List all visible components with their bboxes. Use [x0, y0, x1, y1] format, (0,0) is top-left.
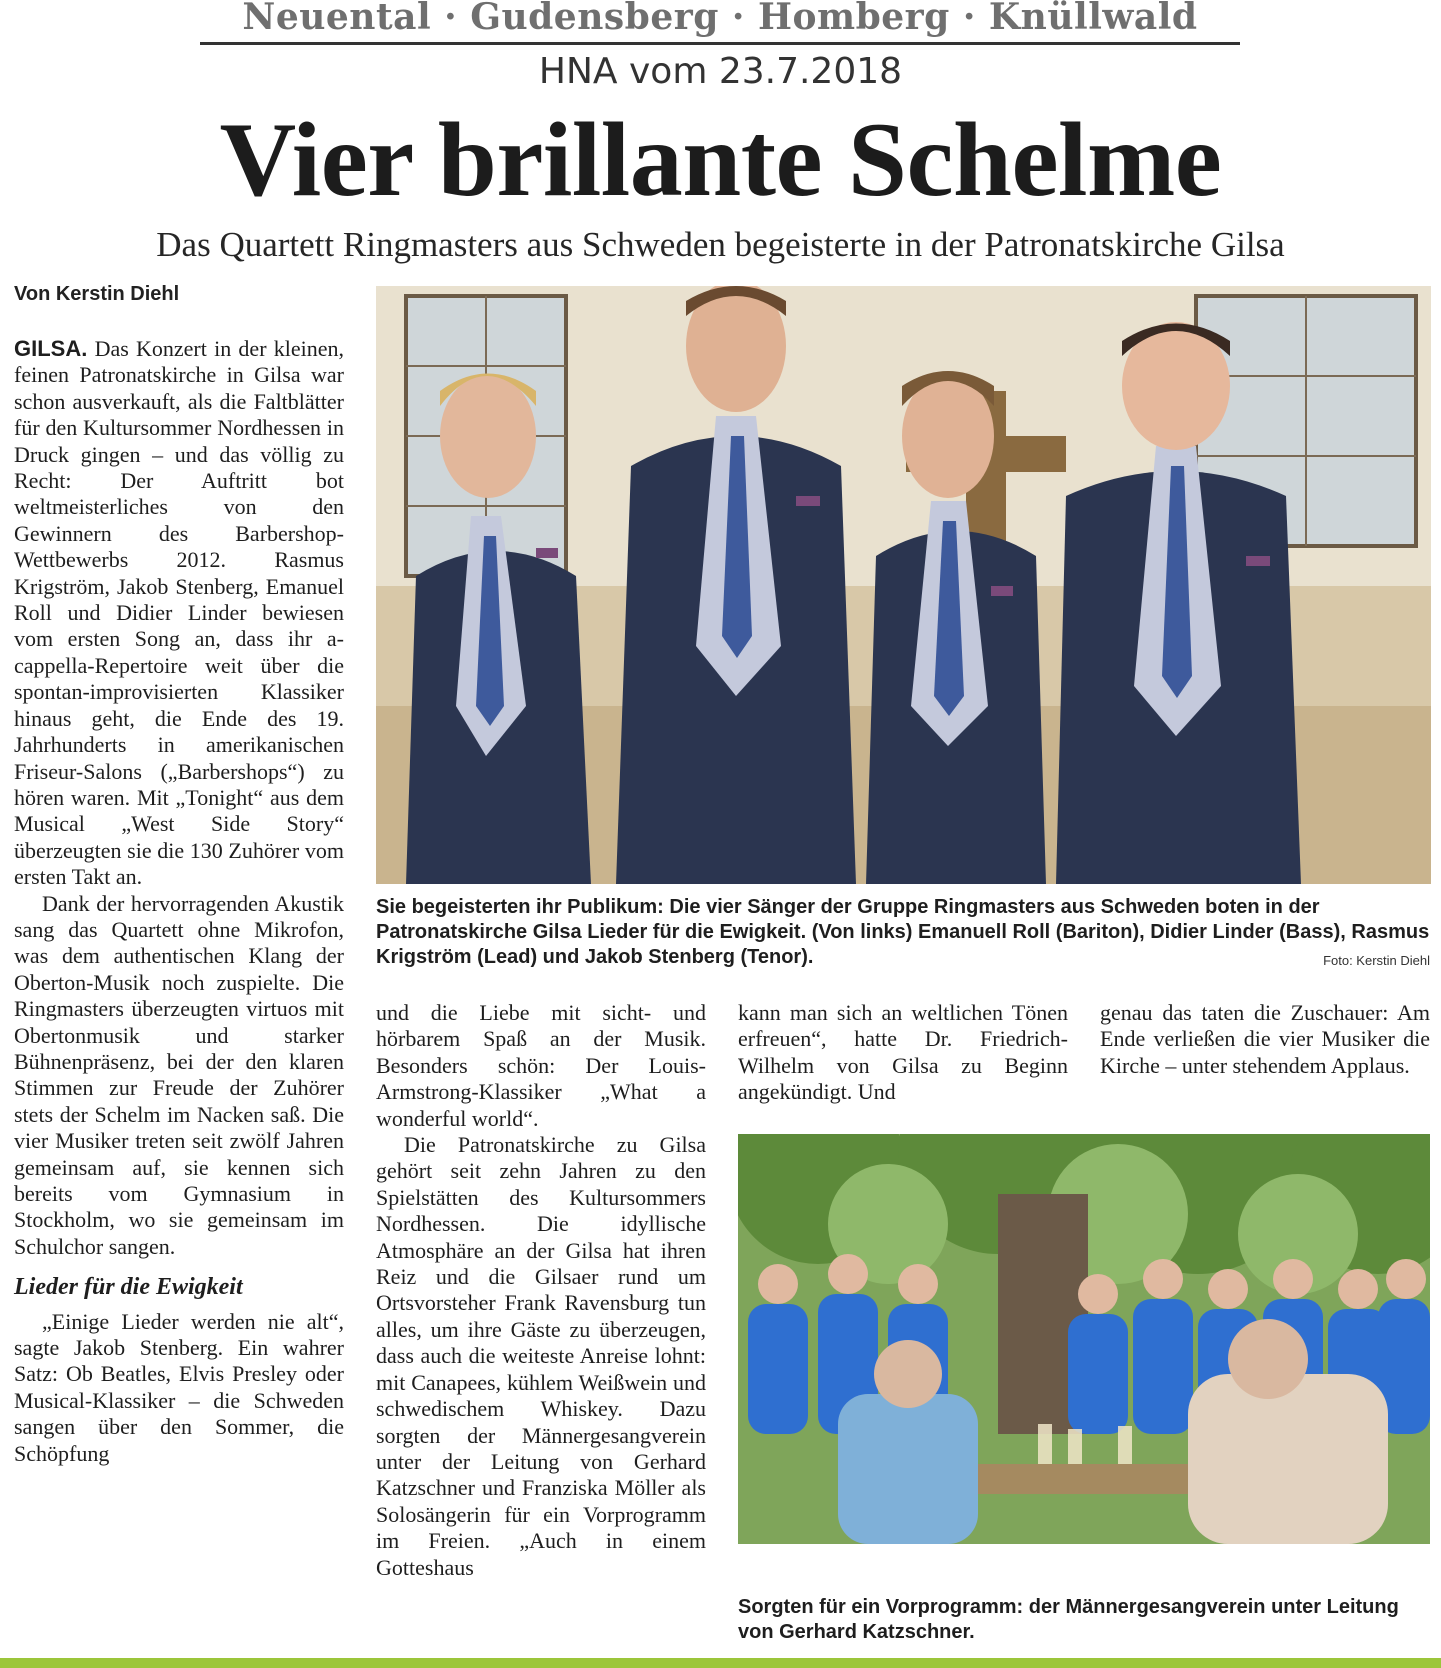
photo-credit: Foto: Kerstin Diehl: [1323, 953, 1430, 968]
publication-dateline: HNA vom 23.7.2018: [538, 51, 903, 92]
article-headline: Vier brillante Schelme: [219, 101, 1222, 218]
article-column-1: [14, 336, 344, 1467]
article-paragraph: genau das taten die Zuschauer: Am Ende verließen die vier Musiker die Kirche – unter stehendem Applaus.: [1100, 1000, 1430, 1078]
article-subheading: Lieder für die Ewigkeit: [14, 1274, 243, 1301]
article-column-4: [1100, 1000, 1430, 1079]
footer-accent-bar: [0, 1658, 1441, 1668]
article-subheadline: Das Quartett Ringmasters aus Schweden begeisterte in der Patronatskirche Gilsa: [156, 225, 1285, 264]
article-paragraph: kann man sich an weltlichen Tönen erfreuen“, hatte Dr. Friedrich-Wilhelm von Gilsa zu Beginn angekündigt. Und: [738, 1000, 1068, 1105]
quartet-photo-illustration: [376, 286, 1431, 884]
article-byline: Von Kerstin Diehl: [14, 283, 180, 305]
choir-photo-illustration: [738, 1134, 1430, 1544]
quartet-photo-caption: Sie begeisterten ihr Publikum: Die vier Sänger der Gruppe Ringmasters aus Schweden boten in der Patronatskirche Gilsa Lieder für die Ewigkeit. (Von links) Emanuell Roll (Bariton), Didier Linder (Bass), Rasmus Krigström (Lead) und Jakob Stenberg (Tenor).: [376, 896, 1430, 968]
article-paragraph: „Einige Lieder werden nie alt“, sagte Jakob Stenberg. Ein wahrer Satz: Ob Beatles, Elvis Presley oder Musical-Klassiker – die Schweden sangen über den Sommer, die Schöpfung: [14, 1308, 344, 1466]
article-column-3: [738, 1000, 1068, 1106]
article-paragraph: Die Patronatskirche zu Gilsa gehört seit zehn Jahren zu den Spielstätten des Kultursommers Nordhessen. Die idyllische Atmosphäre an der Gilsa hat ihren Reiz und die Gilsaer rund um Ortsvorsteher Frank Ravensburg tun alles, um ihre Gäste zu überzeugen, dass auch die weiteste Anreise lohnt: mit Canapees, kühlem Weißwein und schwedischem Whiskey. Dazu sorgten der Männergesangverein unter der Leitung von Gerhard Katzschner und Franziska Möller als Solosängerin für ein Vorprogramm im Freien. „Auch in einem Gotteshaus: [376, 1132, 706, 1580]
quartet-photo: [376, 286, 1431, 884]
article-paragraph: Dank der hervorragenden Akustik sang das Quartett ohne Mikrofon, was dem authentischen Klang der Oberton-Musik noch zuspielte. Die Ringmasters überzeugten virtuos mit Obertonmusik und starker Bühnenpräsenz, bei der den klaren Stimmen zur Freude der Zuhörer stets der Schelm im Nacken saß. Die vier Musiker treten seit zwölf Jahren gemeinsam auf, sie kennen sich bereits vom Gymnasium in Stockholm, wo sie gemeinsam im Schulchor sangen.: [14, 890, 344, 1259]
dateline-lede: GILSA.: [14, 336, 88, 361]
choir-photo-caption: Sorgten für ein Vorprogramm: der Männergesangverein unter Leitung von Gerhard Katzschner.: [738, 1596, 1399, 1643]
section-masthead: Neuental · Gudensberg · Homberg · Knüllwald: [200, 0, 1240, 45]
paragraph-text: Das Konzert in der kleinen, feinen Patronatskirche in Gilsa war schon ausverkauft, als die Faltblätter für den Kultursommer Nordhessen in Druck gingen – und das völlig zu Recht: Der Auftritt bot weltmeisterliches von den Gewinnern des Barbershop-Wettbewerbs 2012. Rasmus Krigström, Jakob Stenberg, Emanuel Roll und Didier Linder bewiesen vom ersten Song an, dass ihr a-cappella-Repertoire weit über die spontan-improvisierten Klassiker hinaus geht, die Ende des 19. Jahrhunderts in amerikanischen Friseur-Salons („Barbershops“) zu hören waren. Mit „Tonight“ aus dem Musical „West Side Story“ überzeugten sie die 130 Zuhörer vom ersten Takt an.: [14, 336, 344, 890]
article-column-2: [376, 1000, 706, 1581]
choir-photo: [738, 1134, 1430, 1544]
article-paragraph: und die Liebe mit sicht- und hörbarem Spaß an der Musik. Besonders schön: Der Louis-Armstrong-Klassiker „What a wonderful world“.: [376, 1000, 706, 1131]
article-paragraph: [14, 336, 344, 891]
